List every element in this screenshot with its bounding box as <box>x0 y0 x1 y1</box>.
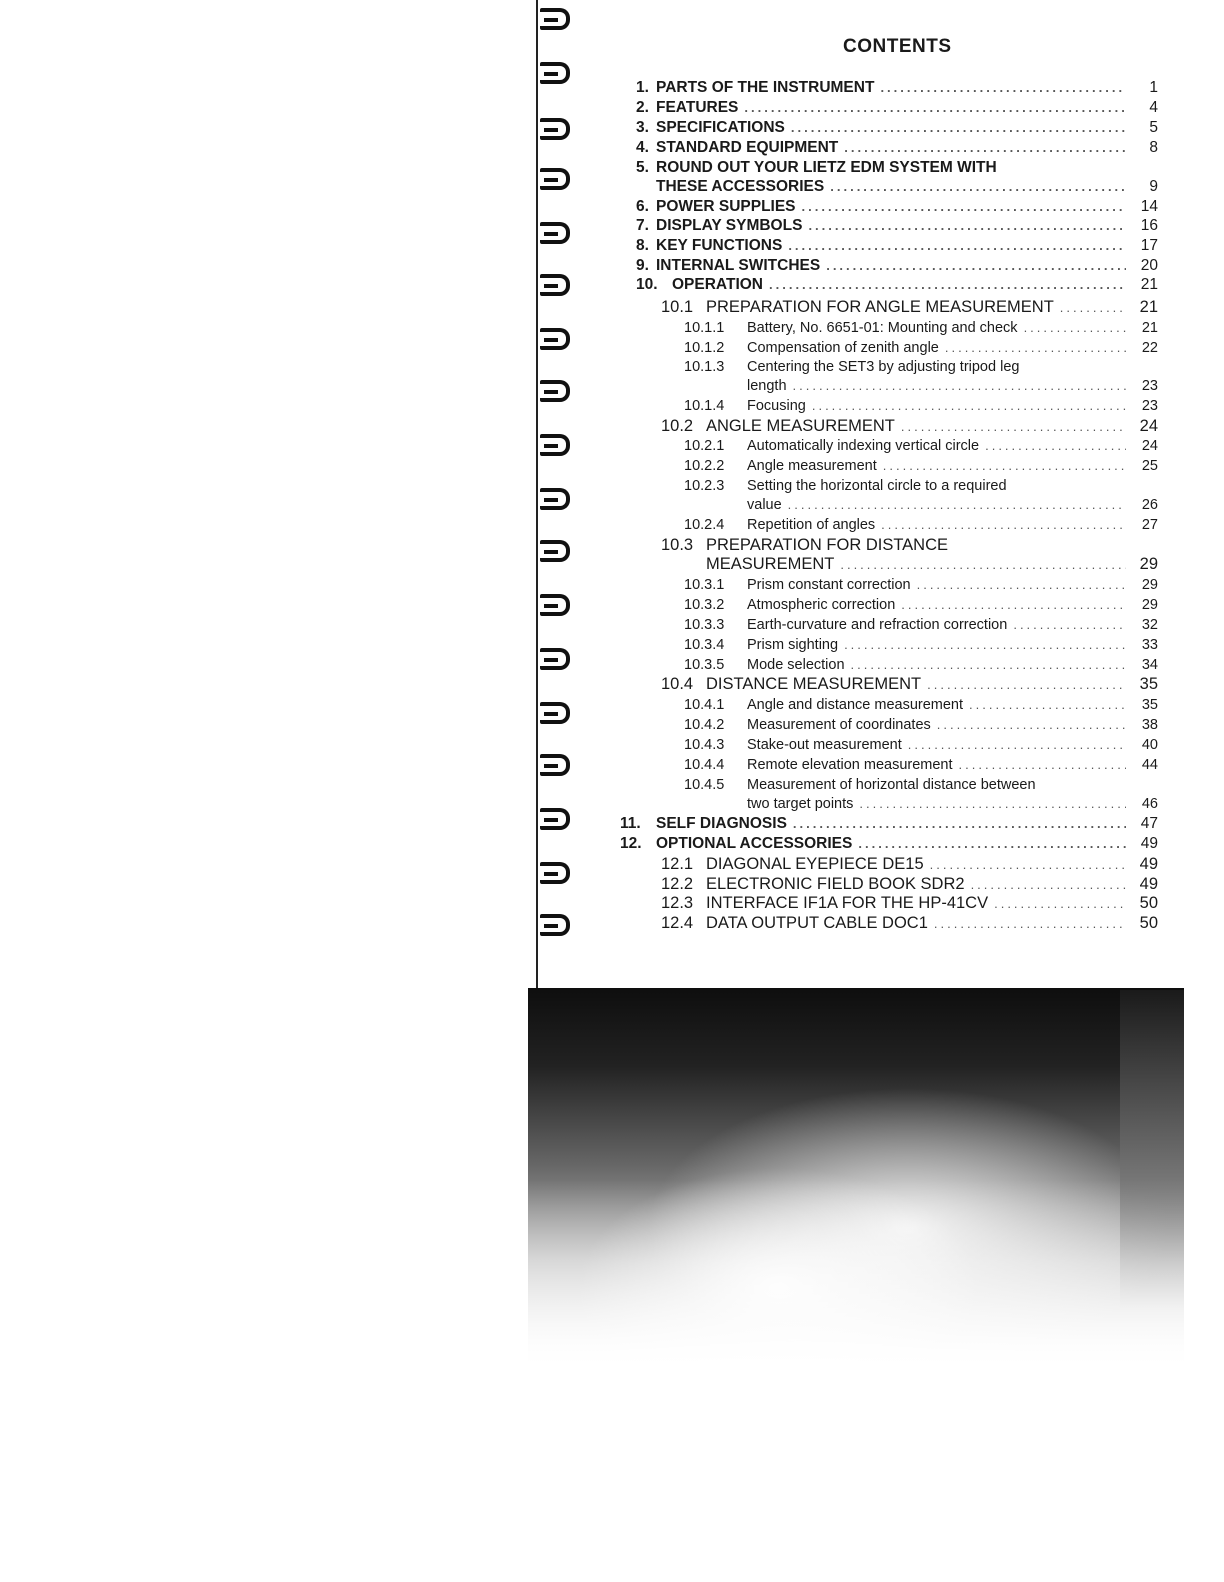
toc-leader-dots <box>788 236 1126 256</box>
toc-page-number: 26 <box>1141 497 1158 513</box>
toc-entry <box>684 338 1158 358</box>
toc-entry <box>684 318 1158 338</box>
binding-coil <box>540 434 570 456</box>
toc-leader-dots <box>917 575 1126 595</box>
toc-entry-title: Measurement of coordinates <box>747 717 931 733</box>
toc-entry-title: Mode selection <box>747 657 845 673</box>
toc-entry-title: Centering the SET3 by adjusting tripod leg <box>747 359 1020 375</box>
toc-leader-dots <box>1013 615 1126 635</box>
toc-entry-number: 10.2 <box>661 417 694 435</box>
toc-leader-dots <box>959 755 1126 775</box>
toc-entry-number: 4. <box>636 139 649 156</box>
toc-page-number: 50 <box>1139 914 1158 932</box>
toc-entry-number: 11. <box>620 815 641 832</box>
toc-leader-dots <box>969 695 1126 715</box>
binding-coil <box>540 594 570 616</box>
toc-leader-dots <box>844 138 1126 158</box>
toc-entry-title: Stake-out measurement <box>747 737 902 753</box>
toc-leader-dots <box>945 338 1126 358</box>
toc-leader-dots <box>858 834 1126 854</box>
toc-entry-title: OPERATION <box>672 276 763 293</box>
toc-entry <box>684 436 1158 456</box>
toc-entry-title: Automatically indexing vertical circle <box>747 438 980 454</box>
toc-entry-title: Repetition of angles <box>747 517 876 533</box>
toc-entry <box>684 595 1158 615</box>
toc-page-number: 9 <box>1149 178 1158 195</box>
toc-entry-number: 12.3 <box>661 894 694 912</box>
toc-leader-dots <box>851 655 1126 675</box>
binding-coil <box>540 168 570 190</box>
toc-page-number: 24 <box>1141 438 1158 454</box>
toc-page-number: 21 <box>1139 298 1158 316</box>
toc-leader-dots <box>901 417 1126 437</box>
toc-page-number: 47 <box>1140 815 1158 832</box>
toc-page-number: 4 <box>1149 99 1158 116</box>
toc-page-number: 1 <box>1149 79 1158 96</box>
toc-entry-number: 5. <box>636 159 649 176</box>
toc-entry-title: PREPARATION FOR DISTANCE <box>706 536 949 554</box>
binding-coil <box>540 862 570 884</box>
toc-leader-dots <box>1060 298 1126 318</box>
toc-entry <box>684 575 1158 595</box>
toc-entry <box>620 814 1158 834</box>
toc-page-number: 22 <box>1141 340 1158 356</box>
toc-entry-number: 8. <box>636 237 649 254</box>
binding-coil <box>540 702 570 724</box>
toc-leader-dots <box>881 515 1126 535</box>
toc-page-number: 16 <box>1140 217 1158 234</box>
toc-entry-title: FEATURES <box>656 99 739 116</box>
toc-entry-number: 10.2.3 <box>684 478 725 494</box>
toc-entry <box>684 635 1158 655</box>
toc-entry-number: 7. <box>636 217 649 234</box>
binding-coil <box>540 118 570 140</box>
toc-entry-title: Earth-curvature and refraction correction <box>747 617 1008 633</box>
toc-entry-title: INTERNAL SWITCHES <box>656 257 821 274</box>
toc-page-number: 17 <box>1140 237 1158 254</box>
toc-page-number: 29 <box>1141 597 1158 613</box>
toc-entry-title: PREPARATION FOR ANGLE MEASUREMENT <box>706 298 1054 316</box>
toc-entry-title: PARTS OF THE INSTRUMENT <box>656 79 875 96</box>
toc-entry <box>636 118 1158 138</box>
toc-entry-title: DISPLAY SYMBOLS <box>656 217 803 234</box>
toc-entry-number: 10.2.4 <box>684 517 725 533</box>
toc-entry <box>684 396 1158 416</box>
toc-entry <box>661 297 1158 317</box>
toc-entry-number: 10.4.3 <box>684 737 725 753</box>
toc-page-number: 29 <box>1139 555 1158 573</box>
toc-leader-dots <box>802 197 1126 217</box>
toc-entry-number: 10.4 <box>661 675 694 693</box>
toc-entry-title: length <box>747 378 787 394</box>
toc-entry <box>684 615 1158 635</box>
binding-coil <box>540 488 570 510</box>
toc-entry <box>684 476 1158 496</box>
page-title: CONTENTS <box>843 36 952 57</box>
toc-entry-title: Setting the horizontal circle to a required <box>747 478 1007 494</box>
toc-entry-number: 10.1.2 <box>684 340 725 356</box>
toc-entry <box>661 913 1158 933</box>
toc-leader-dots <box>971 875 1126 895</box>
binding-coil <box>540 62 570 84</box>
toc-leader-dots <box>883 456 1126 476</box>
toc-entry-number: 3. <box>636 119 649 136</box>
toc-leader-dots <box>985 436 1126 456</box>
toc-entry-number: 12.1 <box>661 855 694 873</box>
toc-entry-title: DATA OUTPUT CABLE DOC1 <box>706 914 928 932</box>
binding-coil <box>540 808 570 830</box>
toc-page-number: 24 <box>1139 417 1158 435</box>
binding-coil <box>540 8 570 30</box>
binding-coil <box>540 222 570 244</box>
toc-leader-dots <box>859 794 1126 814</box>
toc-entry-number: 10.4.2 <box>684 717 725 733</box>
toc-entry <box>661 854 1158 874</box>
toc-entry-number: 10.2.1 <box>684 438 725 454</box>
toc-entry-number: 10.2.2 <box>684 458 725 474</box>
toc-entry <box>684 794 1158 814</box>
toc-entry <box>661 874 1158 894</box>
toc-page-number: 23 <box>1141 378 1158 394</box>
toc-entry-title: SPECIFICATIONS <box>656 119 785 136</box>
toc-entry <box>636 236 1158 256</box>
binding-coil <box>540 540 570 562</box>
toc-entry-title: Focusing <box>747 398 806 414</box>
toc-entry-number: 10.4.4 <box>684 757 725 773</box>
toc-page-number: 35 <box>1139 675 1158 693</box>
toc-entry-number: 10.4.1 <box>684 697 725 713</box>
toc-entry <box>636 216 1158 236</box>
toc-leader-dots <box>840 555 1126 575</box>
toc-entry <box>636 78 1158 98</box>
toc-page-number: 40 <box>1141 737 1158 753</box>
binding-coil <box>540 328 570 350</box>
toc-page-number: 50 <box>1139 894 1158 912</box>
toc-page-number: 27 <box>1141 517 1158 533</box>
toc-page-number: 49 <box>1139 875 1158 893</box>
toc-page-number: 32 <box>1141 617 1158 633</box>
toc-entry-number: 10.3.5 <box>684 657 725 673</box>
toc-page-number: 35 <box>1141 697 1158 713</box>
toc-entry <box>636 197 1158 217</box>
toc-entry <box>636 275 1158 295</box>
toc-entry <box>661 416 1158 436</box>
toc-page-number: 34 <box>1141 657 1158 673</box>
page-edge <box>536 0 538 1000</box>
toc-entry-number: 12.2 <box>661 875 694 893</box>
photo-fade <box>528 1180 1184 1400</box>
toc-leader-dots <box>793 376 1126 396</box>
binding-coil <box>540 274 570 296</box>
toc-entry <box>684 655 1158 675</box>
toc-entry-title: ELECTRONIC FIELD BOOK SDR2 <box>706 875 965 893</box>
toc-page-number: 20 <box>1140 257 1158 274</box>
toc-entry-number: 10.1.1 <box>684 320 725 336</box>
binding-coil <box>540 914 570 936</box>
toc-page-number: 49 <box>1140 835 1158 852</box>
toc-entry-title: Angle and distance measurement <box>747 697 964 713</box>
toc-entry <box>661 554 1158 574</box>
toc-entry-number: 12.4 <box>661 914 694 932</box>
toc-leader-dots <box>937 715 1126 735</box>
toc-page-number: 21 <box>1141 320 1158 336</box>
toc-leader-dots <box>844 635 1126 655</box>
toc-leader-dots <box>880 78 1126 98</box>
toc-entry <box>620 834 1158 854</box>
toc-page-number: 5 <box>1149 119 1158 136</box>
toc-entry <box>636 158 1158 178</box>
toc-entry-title: POWER SUPPLIES <box>656 198 796 215</box>
toc-entry-title: two target points <box>747 796 854 812</box>
toc-entry-number: 6. <box>636 198 649 215</box>
toc-leader-dots <box>791 118 1126 138</box>
toc-leader-dots <box>830 177 1126 197</box>
toc-entry-number: 10.3.4 <box>684 637 725 653</box>
toc-entry <box>684 695 1158 715</box>
toc-entry-title: ROUND OUT YOUR LIETZ EDM SYSTEM WITH <box>656 159 997 176</box>
toc-page-number: 14 <box>1140 198 1158 215</box>
toc-entry-title: ANGLE MEASUREMENT <box>706 417 895 435</box>
toc-entry <box>684 456 1158 476</box>
toc-entry <box>684 495 1158 515</box>
toc-page-number: 25 <box>1141 458 1158 474</box>
toc-page-number: 38 <box>1141 717 1158 733</box>
toc-entry-number: 12. <box>620 835 642 852</box>
toc-leader-dots <box>826 256 1126 276</box>
toc-page-number: 21 <box>1140 276 1158 293</box>
toc-entry <box>684 735 1158 755</box>
toc-entry-number: 9. <box>636 257 649 274</box>
toc-page-number: 49 <box>1139 855 1158 873</box>
toc-entry-number: 10.3.3 <box>684 617 725 633</box>
toc-entry <box>684 357 1158 377</box>
toc-leader-dots <box>808 216 1126 236</box>
toc-entry <box>684 755 1158 775</box>
toc-page-number: 8 <box>1149 139 1158 156</box>
toc-entry-title: Atmospheric correction <box>747 597 896 613</box>
toc-entry-title: value <box>747 497 782 513</box>
toc-entry-title: Measurement of horizontal distance between <box>747 777 1036 793</box>
toc-entry <box>684 775 1158 795</box>
toc-entry-title: KEY FUNCTIONS <box>656 237 783 254</box>
toc-entry-title: MEASUREMENT <box>706 555 835 573</box>
toc-entry-number: 2. <box>636 99 649 116</box>
toc-leader-dots <box>788 495 1126 515</box>
toc-entry-number: 10. <box>636 276 658 293</box>
toc-leader-dots <box>744 98 1126 118</box>
toc-leader-dots <box>1024 318 1126 338</box>
toc-entry-title: Compensation of zenith angle <box>747 340 939 356</box>
toc-entry-number: 10.3 <box>661 536 694 554</box>
binding-coil <box>540 380 570 402</box>
toc-entry-title: Battery, No. 6651-01: Mounting and check <box>747 320 1018 336</box>
toc-entry-number: 10.1.3 <box>684 359 725 375</box>
toc-entry-title: THESE ACCESSORIES <box>656 178 825 195</box>
toc-leader-dots <box>927 675 1126 695</box>
toc-page-number: 46 <box>1141 796 1158 812</box>
toc-entry-title: DISTANCE MEASUREMENT <box>706 675 922 693</box>
toc-leader-dots <box>908 735 1126 755</box>
toc-entry-title: INTERFACE IF1A FOR THE HP-41CV <box>706 894 989 912</box>
toc-entry-title: Prism constant correction <box>747 577 911 593</box>
toc-entry-title: DIAGONAL EYEPIECE DE15 <box>706 855 924 873</box>
toc-page-number: 29 <box>1141 577 1158 593</box>
toc-page-number: 44 <box>1141 757 1158 773</box>
toc-entry-number: 1. <box>636 79 649 96</box>
toc-entry-title: Remote elevation measurement <box>747 757 953 773</box>
toc-entry-title: Prism sighting <box>747 637 839 653</box>
toc-leader-dots <box>812 396 1126 416</box>
toc-entry <box>684 376 1158 396</box>
toc-entry-title: OPTIONAL ACCESSORIES <box>656 835 853 852</box>
toc-entry-number: 10.1.4 <box>684 398 725 414</box>
toc-entry-title: STANDARD EQUIPMENT <box>656 139 839 156</box>
toc-leader-dots <box>793 814 1126 834</box>
toc-entry-number: 10.4.5 <box>684 777 725 793</box>
toc-entry <box>684 715 1158 735</box>
toc-entry-title: Angle measurement <box>747 458 877 474</box>
toc-entry <box>636 98 1158 118</box>
toc-entry-number: 10.3.2 <box>684 597 725 613</box>
toc-entry-title: SELF DIAGNOSIS <box>656 815 787 832</box>
toc-entry <box>636 177 1158 197</box>
toc-entry <box>684 515 1158 535</box>
toc-entry <box>661 893 1158 913</box>
toc-page-number: 23 <box>1141 398 1158 414</box>
binding-coil <box>540 648 570 670</box>
toc-leader-dots <box>994 894 1126 914</box>
toc-entry-number: 10.3.1 <box>684 577 725 593</box>
toc-entry <box>636 138 1158 158</box>
toc-page-number: 33 <box>1141 637 1158 653</box>
binding-coil <box>540 754 570 776</box>
toc-leader-dots <box>930 855 1126 875</box>
toc-leader-dots <box>769 275 1126 295</box>
toc-entry-number: 10.1 <box>661 298 694 316</box>
toc-entry <box>661 535 1158 555</box>
toc-entry <box>636 256 1158 276</box>
toc-leader-dots <box>901 595 1126 615</box>
toc-entry <box>661 674 1158 694</box>
toc-leader-dots <box>934 914 1126 934</box>
